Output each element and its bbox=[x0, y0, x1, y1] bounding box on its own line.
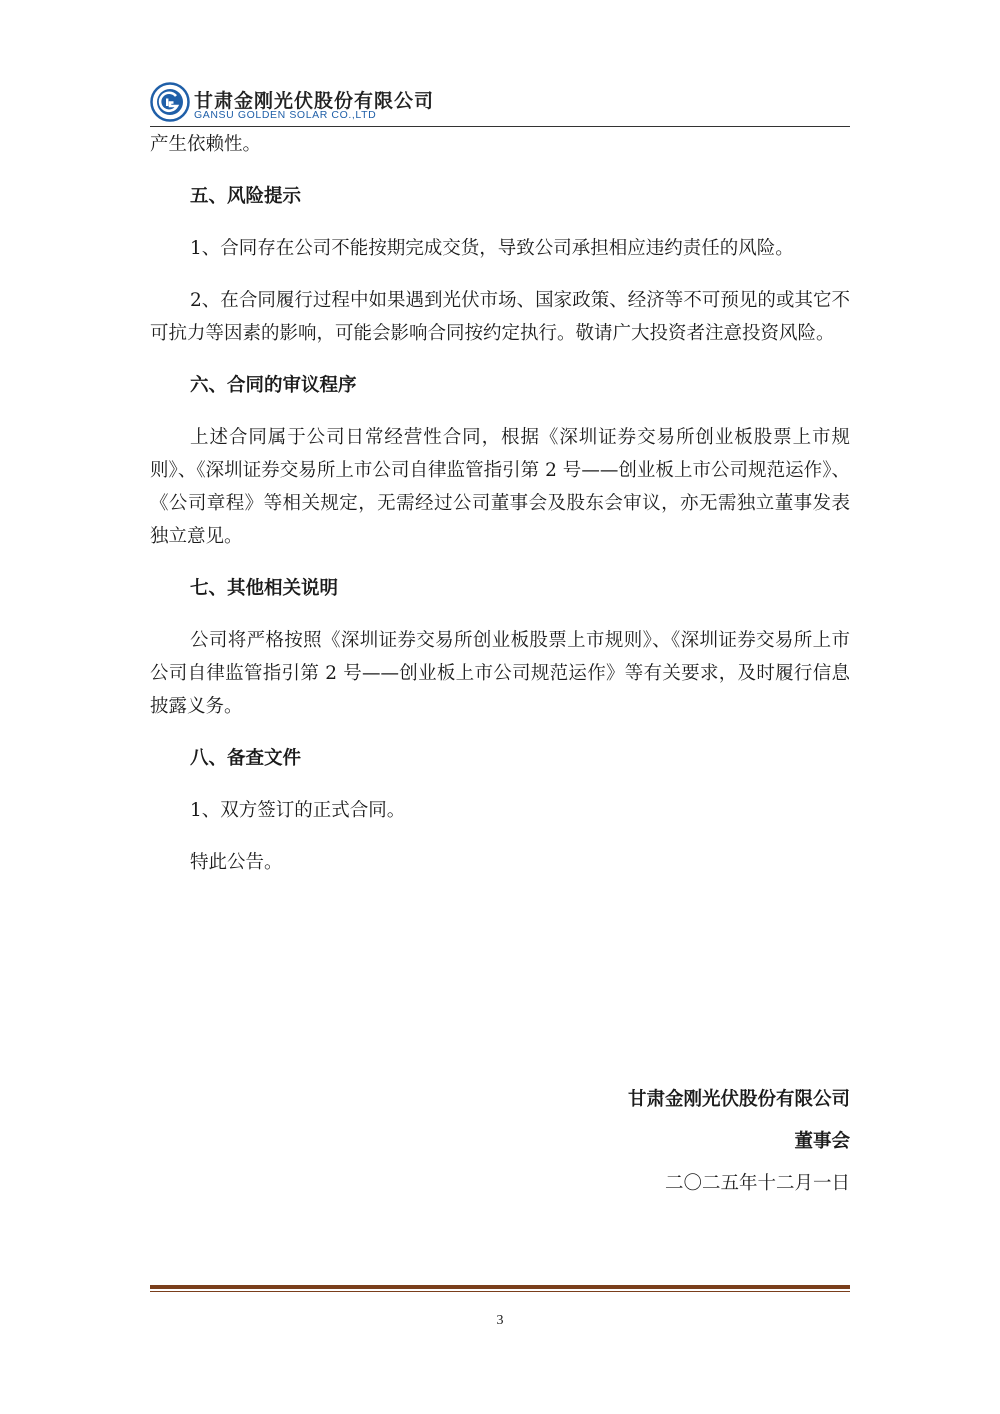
closing-text: 特此公告。 bbox=[190, 852, 283, 873]
page-number: 3 bbox=[496, 1313, 504, 1328]
document-body bbox=[150, 128, 850, 879]
continuation-text: 产生依赖性。 bbox=[150, 134, 262, 155]
signature-company: 甘肃金刚光伏股份有限公司 bbox=[627, 1089, 850, 1110]
company-logo-icon bbox=[150, 82, 190, 122]
section-8-heading: 八、备查文件 bbox=[190, 748, 302, 769]
section-6-paragraph: 上述合同属于公司日常经营性合同，根据《深圳证券交易所创业板股票上市规则》、《深圳证券交易所上市公司自律监管指引第 2 号——创业板上市公司规范运作》、《公司章程》等相关规定，无需经过公司董事会及股东会审议，亦无需独立董事发表独立意见。 bbox=[150, 427, 850, 547]
signature-date: 二〇二五年十二月一日 bbox=[664, 1173, 850, 1194]
company-name-cn: 甘肃金刚光伏股份有限公司 bbox=[194, 90, 435, 112]
company-name-en: GANSU GOLDEN SOLAR CO.,LTD bbox=[194, 109, 377, 121]
section-8-paragraph: 1、双方签订的正式合同。 bbox=[190, 800, 406, 821]
section-5-paragraph-2: 2、在合同履行过程中如果遇到光伏市场、国家政策、经济等不可预见的或其它不可抗力等因素的影响，可能会影响合同按约定执行。敬请广大投资者注意投资风险。 bbox=[150, 290, 850, 344]
footer-divider-thin bbox=[150, 1291, 850, 1292]
section-6-heading: 六、合同的审议程序 bbox=[190, 375, 357, 396]
signature-board: 董事会 bbox=[794, 1131, 850, 1152]
letterhead bbox=[150, 76, 850, 128]
section-7-heading: 七、其他相关说明 bbox=[190, 578, 339, 599]
signature-block bbox=[628, 1083, 850, 1209]
footer-divider-thick bbox=[150, 1285, 850, 1289]
section-5-heading: 五、风险提示 bbox=[190, 186, 302, 207]
header-divider bbox=[150, 126, 850, 127]
section-5-paragraph-1: 1、合同存在公司不能按期完成交货，导致公司承担相应违约责任的风险。 bbox=[190, 238, 794, 259]
section-7-paragraph: 公司将严格按照《深圳证券交易所创业板股票上市规则》、《深圳证券交易所上市公司自律监管指引第 2 号——创业板上市公司规范运作》等有关要求，及时履行信息披露义务。 bbox=[150, 630, 850, 717]
